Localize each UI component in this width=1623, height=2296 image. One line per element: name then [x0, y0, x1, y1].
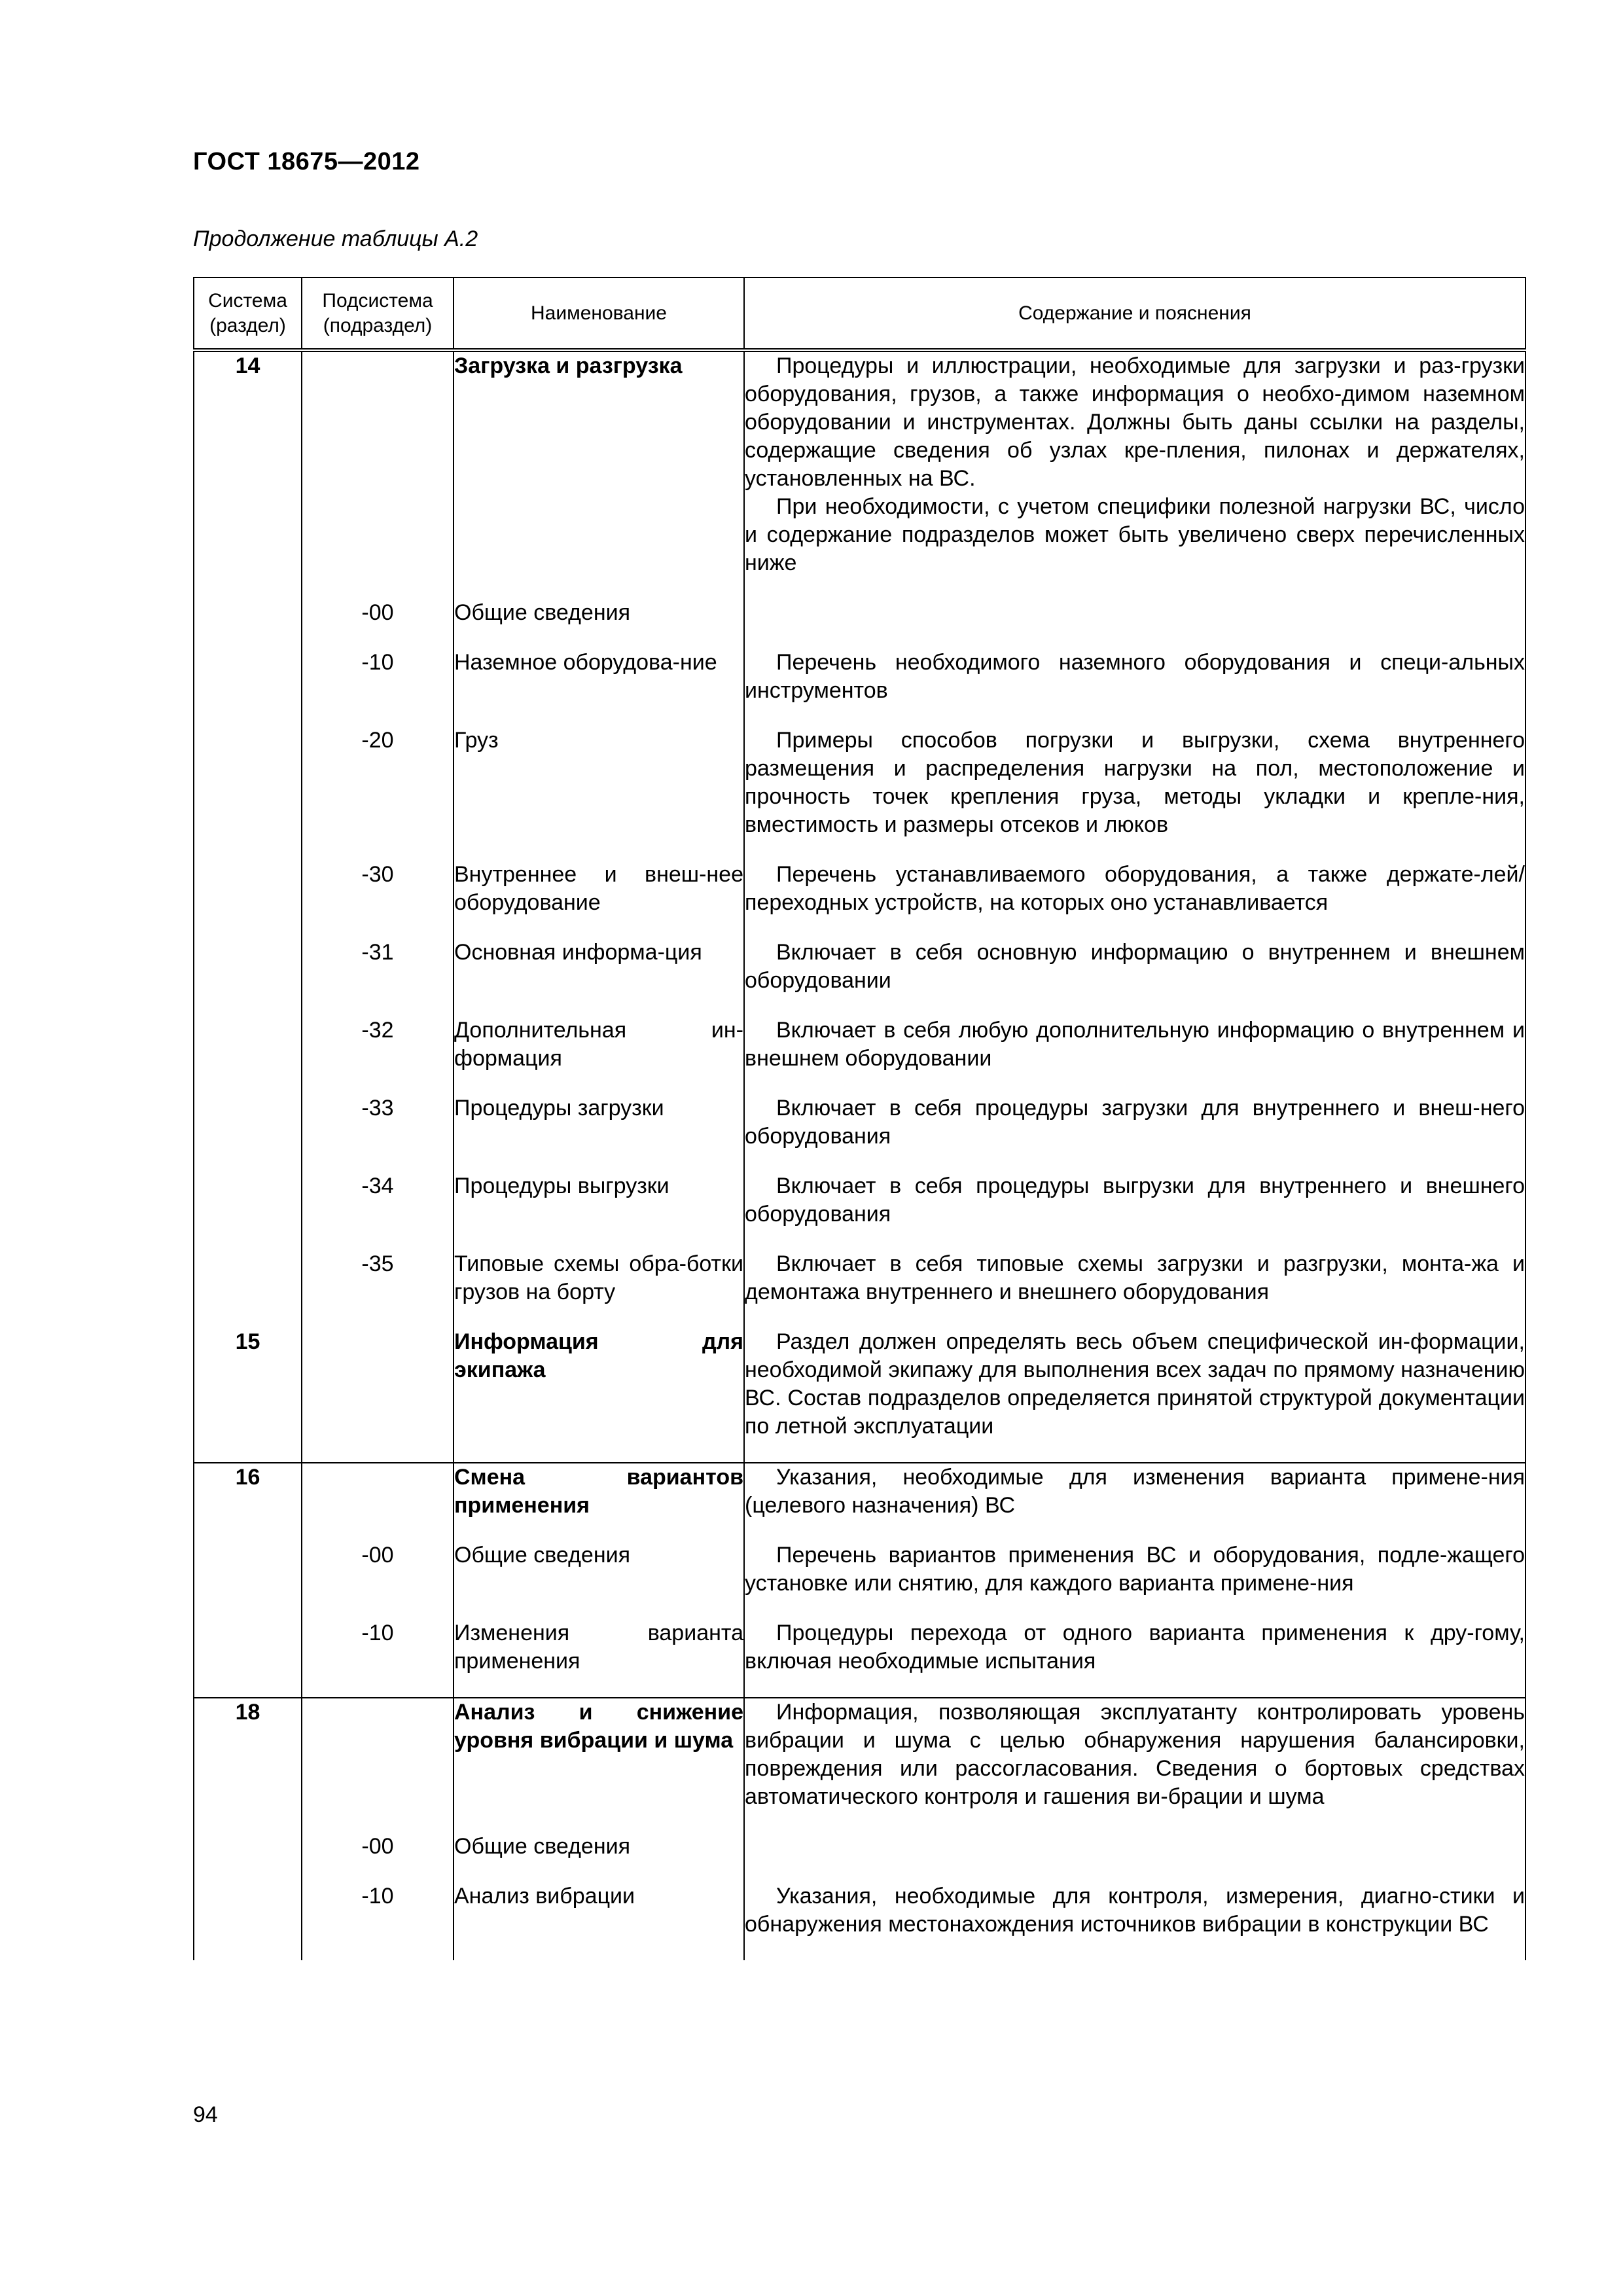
- name-cell: Процедуры загрузки: [454, 1094, 744, 1172]
- subsystem-cell: -30: [302, 861, 454, 939]
- name-cell: Анализ вибрации: [454, 1882, 744, 1960]
- system-cell: [194, 861, 302, 939]
- table-body: [194, 350, 1525, 1960]
- content-paragraph: Перечень необходимого наземного оборудования и специ-альных инструментов: [745, 650, 1525, 703]
- name-cell: Анализ и снижение уровня вибрации и шума: [454, 1698, 744, 1833]
- name-cell: Типовые схемы обра-ботки грузов на борту: [454, 1250, 744, 1328]
- name-cell: Внутреннее и внеш-нее оборудование: [454, 861, 744, 939]
- content-paragraph: Информация, позволяющая эксплуатанту контролировать уровень вибрации и шума с целью обнаружения нарушения балансировки, повреждения или рассогласования. Сведения о бортовых средствах автоматического контроля и гашения ви-брации и шума: [745, 1700, 1525, 1809]
- system-cell: [194, 1833, 302, 1882]
- system-cell: [194, 1619, 302, 1698]
- content-cell: [744, 726, 1525, 861]
- subsystem-cell: [302, 1328, 454, 1463]
- subsystem-cell: -00: [302, 599, 454, 649]
- content-cell: [744, 649, 1525, 726]
- content-paragraph: Перечень устанавливаемого оборудования, а также держате-лей/переходных устройств, на которых оно устанавливается: [745, 862, 1525, 915]
- table-row: [194, 350, 1525, 599]
- subsystem-cell: -10: [302, 1882, 454, 1960]
- content-cell: [744, 1016, 1525, 1094]
- table-row: [194, 1094, 1525, 1172]
- subsystem-cell: -10: [302, 649, 454, 726]
- name-cell: Наземное оборудова-ние: [454, 649, 744, 726]
- content-paragraph: Включает в себя любую дополнительную информацию о внутреннем и внешнем оборудовании: [745, 1018, 1525, 1071]
- subsystem-cell: -33: [302, 1094, 454, 1172]
- subsystem-cell: -35: [302, 1250, 454, 1328]
- name-cell: Общие сведения: [454, 1833, 744, 1882]
- name-cell: Смена вариантов применения: [454, 1463, 744, 1541]
- system-cell: [194, 1094, 302, 1172]
- column-header-content: Содержание и пояснения: [744, 278, 1525, 350]
- page-number: 94: [193, 2102, 218, 2127]
- name-cell: Загрузка и разгрузка: [454, 350, 744, 599]
- content-paragraph: Указания, необходимые для изменения варианта примене-ния (целевого назначения) ВС: [745, 1465, 1525, 1518]
- table-row: [194, 1833, 1525, 1882]
- system-cell: 15: [194, 1328, 302, 1463]
- column-header-system: Система (раздел): [194, 278, 302, 350]
- table-caption: Продолжение таблицы А.2: [193, 226, 478, 251]
- table-row: [194, 1463, 1525, 1541]
- content-cell: [744, 350, 1525, 599]
- column-header-subsystem: Подсистема (подраздел): [302, 278, 454, 350]
- content-cell: [744, 1463, 1525, 1541]
- table-row: [194, 649, 1525, 726]
- content-paragraph: Примеры способов погрузки и выгрузки, схема внутреннего размещения и распределения нагрузки на пол, местоположение и прочность точек крепления груза, методы укладки и крепле-ния, вместимость и размеры отсеков и люков: [745, 728, 1525, 837]
- column-header-name: Наименование: [454, 278, 744, 350]
- content-cell: [744, 939, 1525, 1016]
- subsystem-cell: [302, 1463, 454, 1541]
- content-cell: [744, 1094, 1525, 1172]
- table-row: [194, 1619, 1525, 1698]
- content-paragraph: Раздел должен определять весь объем специфической ин-формации, необходимой экипажу для выполнения всех задач по прямому назначению ВС. Состав подразделов определяется принятой структурой документации по летной эксплуатации: [745, 1329, 1525, 1439]
- document-header: ГОСТ 18675—2012: [193, 148, 420, 175]
- table-row: [194, 726, 1525, 861]
- system-cell: [194, 599, 302, 649]
- table-row: [194, 1698, 1525, 1833]
- system-cell: [194, 1882, 302, 1960]
- subsystem-cell: [302, 1698, 454, 1833]
- system-cell: 18: [194, 1698, 302, 1833]
- content-cell: [744, 1328, 1525, 1463]
- system-cell: 14: [194, 350, 302, 599]
- system-cell: [194, 1250, 302, 1328]
- subsystem-cell: -31: [302, 939, 454, 1016]
- content-paragraph: Процедуры перехода от одного варианта применения к дру-гому, включая необходимые испытания: [745, 1621, 1525, 1674]
- table-row: [194, 1882, 1525, 1960]
- name-cell: Общие сведения: [454, 1541, 744, 1619]
- content-paragraph: Включает в себя процедуры загрузки для внутреннего и внеш-него оборудования: [745, 1096, 1525, 1149]
- content-paragraph: Процедуры и иллюстрации, необходимые для загрузки и раз-грузки оборудования, грузов, а также информация о необхо-димом наземном оборудовании и инструментах. Должны быть даны ссылки на разделы, содержащие сведения об узлах кре-пления, пилонах и держателях, установленных на ВС.: [745, 353, 1525, 491]
- content-cell: [744, 1172, 1525, 1250]
- content-paragraph: Включает в себя типовые схемы загрузки и разгрузки, монта-жа и демонтажа внутреннего и внешнего оборудования: [745, 1251, 1525, 1304]
- system-cell: [194, 1172, 302, 1250]
- subsystem-cell: -00: [302, 1541, 454, 1619]
- system-cell: [194, 726, 302, 861]
- content-cell: [744, 599, 1525, 649]
- table-row: [194, 1016, 1525, 1094]
- name-cell: Изменения варианта применения: [454, 1619, 744, 1698]
- table-row: [194, 599, 1525, 649]
- name-cell: Информация для экипажа: [454, 1328, 744, 1463]
- name-cell: Общие сведения: [454, 599, 744, 649]
- subsystem-cell: -20: [302, 726, 454, 861]
- table-header-row: [194, 278, 1525, 350]
- content-paragraph: Включает в себя основную информацию о внутреннем и внешнем оборудовании: [745, 940, 1525, 993]
- content-cell: [744, 1833, 1525, 1882]
- table-row: [194, 1328, 1525, 1463]
- content-paragraph: Включает в себя процедуры выгрузки для внутреннего и внешнего оборудования: [745, 1174, 1525, 1227]
- name-cell: Груз: [454, 726, 744, 861]
- system-cell: [194, 1016, 302, 1094]
- content-cell: [744, 1619, 1525, 1698]
- content-cell: [744, 861, 1525, 939]
- subsystem-cell: [302, 350, 454, 599]
- table-row: [194, 1541, 1525, 1619]
- content-cell: [744, 1541, 1525, 1619]
- content-cell: [744, 1698, 1525, 1833]
- system-cell: [194, 939, 302, 1016]
- content-cell: [744, 1250, 1525, 1328]
- table-row: [194, 939, 1525, 1016]
- table-row: [194, 1172, 1525, 1250]
- system-cell: [194, 1541, 302, 1619]
- table-row: [194, 1250, 1525, 1328]
- subsystem-cell: -34: [302, 1172, 454, 1250]
- content-paragraph: Указания, необходимые для контроля, измерения, диагно-стики и обнаружения местонахождения источников вибрации в конструкции ВС: [745, 1884, 1525, 1937]
- content-paragraph: При необходимости, с учетом специфики полезной нагрузки ВС, число и содержание подразделов может быть увеличено сверх перечисленных ниже: [745, 494, 1525, 575]
- subsystem-cell: -10: [302, 1619, 454, 1698]
- name-cell: Дополнительная ин-формация: [454, 1016, 744, 1094]
- content-cell: [744, 1882, 1525, 1960]
- subsystem-cell: -00: [302, 1833, 454, 1882]
- system-cell: [194, 649, 302, 726]
- name-cell: Процедуры выгрузки: [454, 1172, 744, 1250]
- table-row: [194, 861, 1525, 939]
- gost-table: [193, 277, 1526, 1960]
- content-paragraph: Перечень вариантов применения ВС и оборудования, подле-жащего установке или снятию, для каждого варианта примене-ния: [745, 1543, 1525, 1596]
- system-cell: 16: [194, 1463, 302, 1541]
- subsystem-cell: -32: [302, 1016, 454, 1094]
- name-cell: Основная информа-ция: [454, 939, 744, 1016]
